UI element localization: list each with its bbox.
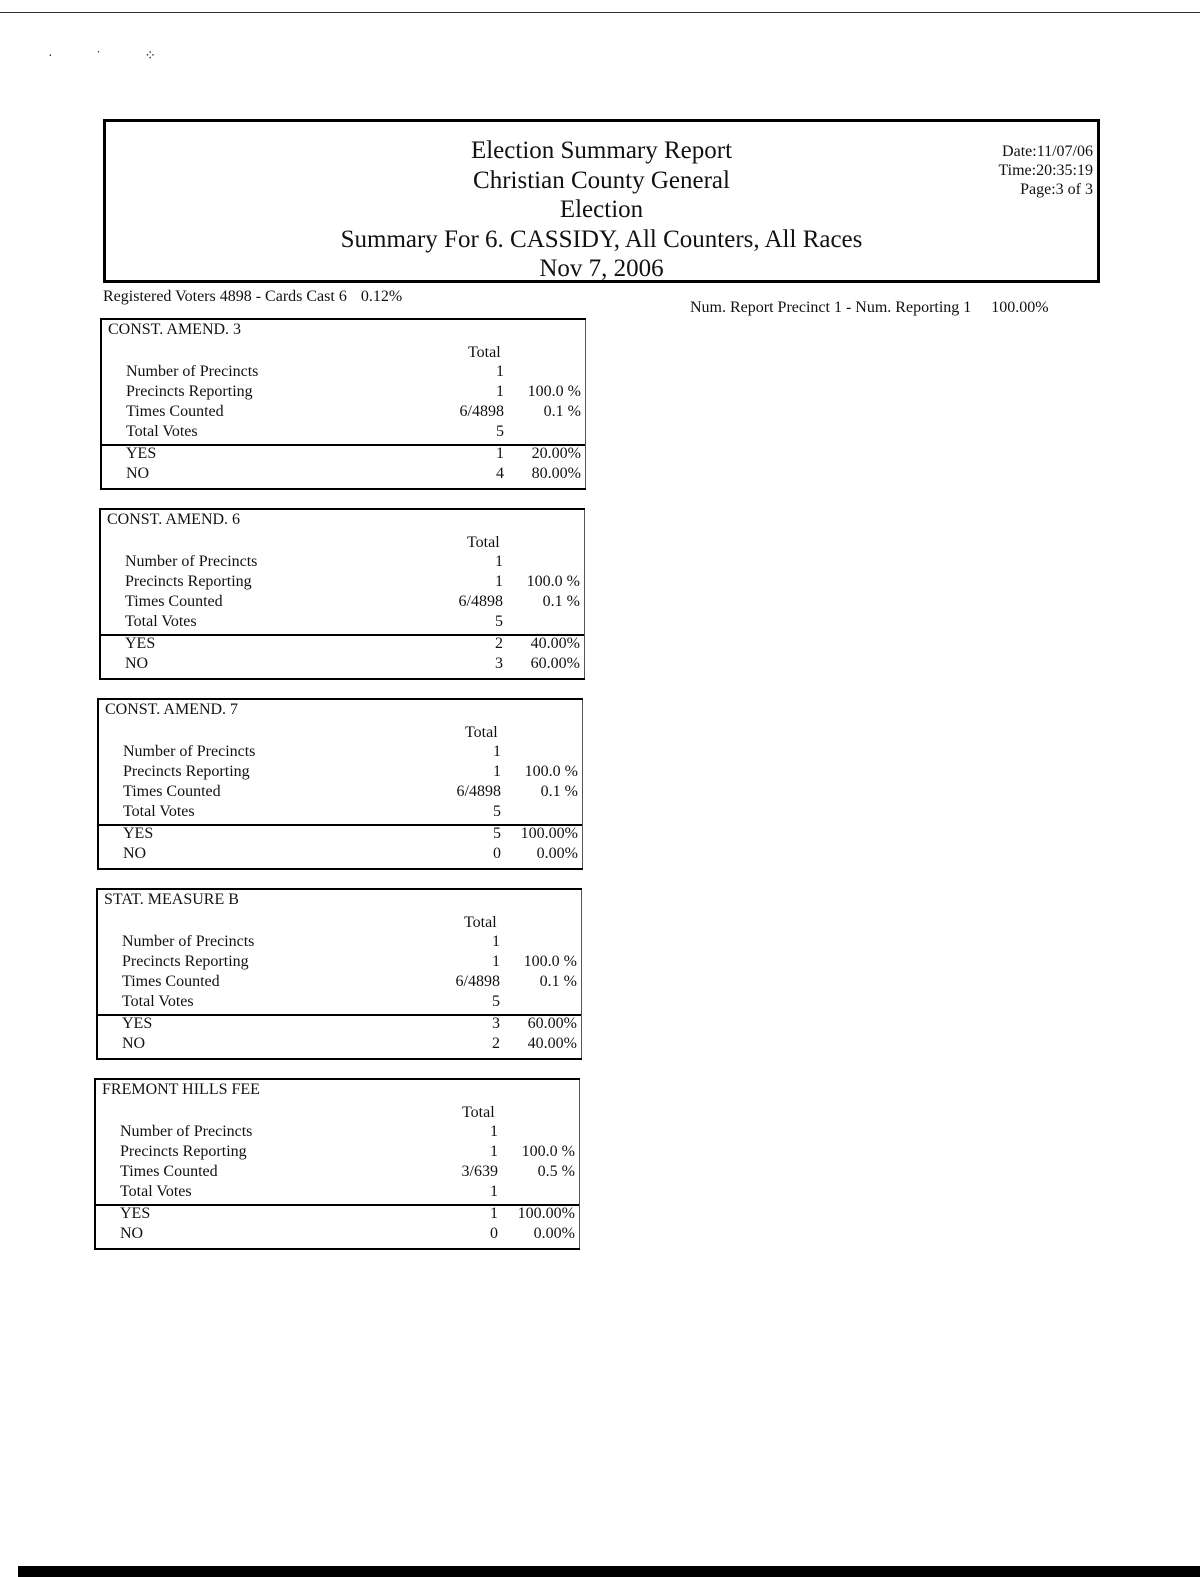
race-row-value: 0 xyxy=(490,1225,498,1242)
race-row-label: NO xyxy=(122,1035,146,1052)
race-row-percent: 100.0 % xyxy=(523,953,577,970)
scan-specks: · ˙ ⁘ xyxy=(48,49,177,64)
race-row-label: Number of Precincts xyxy=(120,1123,253,1140)
race-row-label: Precincts Reporting xyxy=(122,953,249,970)
race-row-percent: 80.00% xyxy=(531,465,581,482)
race-row xyxy=(98,1014,582,1034)
race-total-header: Total xyxy=(468,344,501,361)
race-row-label: YES xyxy=(120,1205,151,1222)
race-row-value: 1 xyxy=(496,445,504,462)
race-total-header: Total xyxy=(464,914,497,931)
race-title: CONST. AMEND. 6 xyxy=(107,511,241,528)
race-row-value: 1 xyxy=(495,553,503,570)
race-row-percent: 0.1 % xyxy=(542,593,580,610)
race-title: STAT. MEASURE B xyxy=(104,891,239,908)
race-row-percent: 40.00% xyxy=(527,1035,577,1052)
race-row-value: 1 xyxy=(496,363,504,380)
race-row-percent: 0.00% xyxy=(533,1225,575,1242)
race-box xyxy=(97,698,583,870)
race-row-value: 6/4898 xyxy=(456,783,501,800)
race-box xyxy=(96,888,582,1060)
race-row-value: 5 xyxy=(493,803,501,820)
report-title: Election Summary Report xyxy=(470,137,733,164)
race-row-value: 1 xyxy=(492,953,500,970)
report-header xyxy=(103,119,1100,283)
race-row-value: 0 xyxy=(493,845,501,862)
race-box xyxy=(100,318,586,490)
race-separator xyxy=(96,1204,580,1206)
scan-edge-top xyxy=(0,12,1200,13)
race-row-label: Precincts Reporting xyxy=(120,1143,247,1160)
race-row xyxy=(96,1162,580,1182)
race-row-label: Times Counted xyxy=(123,783,221,800)
race-row xyxy=(98,972,582,992)
race-row-percent: 100.00% xyxy=(520,825,578,842)
race-row-value: 1 xyxy=(490,1205,498,1222)
race-row xyxy=(101,572,585,592)
race-title: CONST. AMEND. 7 xyxy=(105,701,239,718)
race-row xyxy=(102,464,586,484)
race-row-value: 5 xyxy=(493,825,501,842)
race-row-label: Times Counted xyxy=(126,403,224,420)
race-row-value: 2 xyxy=(492,1035,500,1052)
race-row-label: Precincts Reporting xyxy=(126,383,253,400)
race-row-percent: 60.00% xyxy=(530,655,580,672)
race-row-value: 5 xyxy=(492,993,500,1010)
race-row-label: Times Counted xyxy=(122,973,220,990)
race-row-label: NO xyxy=(123,845,147,862)
race-row-label: YES xyxy=(123,825,154,842)
race-row-percent: 100.0 % xyxy=(526,573,580,590)
race-row xyxy=(102,402,586,422)
race-separator xyxy=(98,1014,582,1016)
reporting-pct: 100.00% xyxy=(991,299,1049,316)
race-box xyxy=(99,508,585,680)
race-row-label: Total Votes xyxy=(123,803,195,820)
race-row-value: 5 xyxy=(495,613,503,630)
race-row-percent: 20.00% xyxy=(531,445,581,462)
race-row-value: 2 xyxy=(495,635,503,652)
race-row xyxy=(99,742,583,762)
race-row xyxy=(102,362,586,382)
race-row-label: Total Votes xyxy=(126,423,198,440)
report-meta xyxy=(998,142,1093,199)
race-row-percent: 0.00% xyxy=(536,845,578,862)
race-row-percent: 100.0 % xyxy=(521,1143,575,1160)
race-row-label: NO xyxy=(125,655,149,672)
race-separator xyxy=(99,824,583,826)
race-row-label: NO xyxy=(126,465,150,482)
race-row-label: Number of Precincts xyxy=(122,933,255,950)
race-row xyxy=(102,382,586,402)
registered-voters-summary xyxy=(103,288,402,306)
race-row-label: Total Votes xyxy=(125,613,197,630)
race-total-header: Total xyxy=(467,534,500,551)
report-county: Christian County General xyxy=(473,166,730,194)
race-row xyxy=(96,1182,580,1202)
race-row xyxy=(96,1142,580,1162)
race-row-label: Precincts Reporting xyxy=(125,573,252,590)
race-row-label: YES xyxy=(126,445,157,462)
race-row-value: 1 xyxy=(495,573,503,590)
race-row xyxy=(96,1224,580,1244)
race-separator xyxy=(101,634,585,636)
race-row xyxy=(101,552,585,572)
race-row-percent: 0.1 % xyxy=(543,403,581,420)
race-row-label: Total Votes xyxy=(120,1183,192,1200)
race-row-label: Times Counted xyxy=(125,593,223,610)
race-row-value: 3/639 xyxy=(461,1163,498,1180)
race-row xyxy=(99,824,583,844)
registered-voters-text: Registered Voters 4898 - Cards Cast 6 xyxy=(103,288,347,305)
report-summary-for: Summary For 6. CASSIDY, All Counters, All Races xyxy=(340,225,863,253)
race-total-header: Total xyxy=(465,724,498,741)
race-row xyxy=(98,932,582,952)
race-row-value: 3 xyxy=(495,655,503,672)
race-row-percent: 60.00% xyxy=(527,1015,577,1032)
race-row-value: 1 xyxy=(496,383,504,400)
race-title: CONST. AMEND. 3 xyxy=(108,321,242,338)
race-row-value: 1 xyxy=(493,743,501,760)
race-row-value: 1 xyxy=(493,763,501,780)
race-row xyxy=(99,802,583,822)
race-row xyxy=(99,762,583,782)
race-row-label: YES xyxy=(125,635,156,652)
race-row-value: 6/4898 xyxy=(459,403,504,420)
race-row-value: 1 xyxy=(490,1123,498,1140)
report-election: Election xyxy=(559,196,644,223)
race-row-percent: 0.5 % xyxy=(537,1163,575,1180)
report-date: Date:11/07/06 xyxy=(1002,143,1093,160)
race-row-label: NO xyxy=(120,1225,144,1242)
race-separator xyxy=(102,444,586,446)
race-row-percent: 40.00% xyxy=(530,635,580,652)
report-page: Page:3 of 3 xyxy=(1020,181,1093,198)
registered-voters-pct: 0.12% xyxy=(360,288,403,305)
race-row-value: 5 xyxy=(496,423,504,440)
race-row xyxy=(98,992,582,1012)
race-row-percent: 0.1 % xyxy=(539,973,577,990)
race-row xyxy=(101,634,585,654)
race-row xyxy=(98,952,582,972)
race-row xyxy=(101,654,585,674)
race-row xyxy=(99,844,583,864)
race-row-label: Number of Precincts xyxy=(125,553,258,570)
race-row-label: Times Counted xyxy=(120,1163,218,1180)
race-row-value: 4 xyxy=(496,465,504,482)
race-row-percent: 100.0 % xyxy=(527,383,581,400)
race-row-label: Precincts Reporting xyxy=(123,763,250,780)
race-row-label: Total Votes xyxy=(122,993,194,1010)
race-row-percent: 100.00% xyxy=(517,1205,575,1222)
race-row xyxy=(98,1034,582,1054)
reporting-text: Num. Report Precinct 1 - Num. Reporting 1 xyxy=(690,299,972,316)
race-row-value: 1 xyxy=(492,933,500,950)
race-row-label: Number of Precincts xyxy=(126,363,259,380)
race-row-percent: 100.0 % xyxy=(524,763,578,780)
race-row-value: 3 xyxy=(492,1015,500,1032)
race-row-value: 1 xyxy=(490,1143,498,1160)
race-total-header: Total xyxy=(462,1104,495,1121)
race-row xyxy=(96,1204,580,1224)
race-row xyxy=(101,612,585,632)
report-title-block xyxy=(106,136,1097,284)
reporting-summary xyxy=(690,299,1049,317)
race-row-percent: 0.1 % xyxy=(540,783,578,800)
race-row-value: 1 xyxy=(490,1183,498,1200)
race-row-label: Number of Precincts xyxy=(123,743,256,760)
race-row xyxy=(101,592,585,612)
race-box xyxy=(94,1078,580,1250)
report-date-line: Nov 7, 2006 xyxy=(539,255,664,282)
race-row xyxy=(99,782,583,802)
report-time: Time:20:35:19 xyxy=(998,162,1093,179)
race-row-value: 6/4898 xyxy=(458,593,503,610)
race-row-value: 6/4898 xyxy=(455,973,500,990)
scan-edge-bottom xyxy=(18,1566,1200,1577)
race-row xyxy=(102,422,586,442)
race-row-label: YES xyxy=(122,1015,153,1032)
race-row xyxy=(102,444,586,464)
race-title: FREMONT HILLS FEE xyxy=(102,1081,260,1098)
race-row xyxy=(96,1122,580,1142)
